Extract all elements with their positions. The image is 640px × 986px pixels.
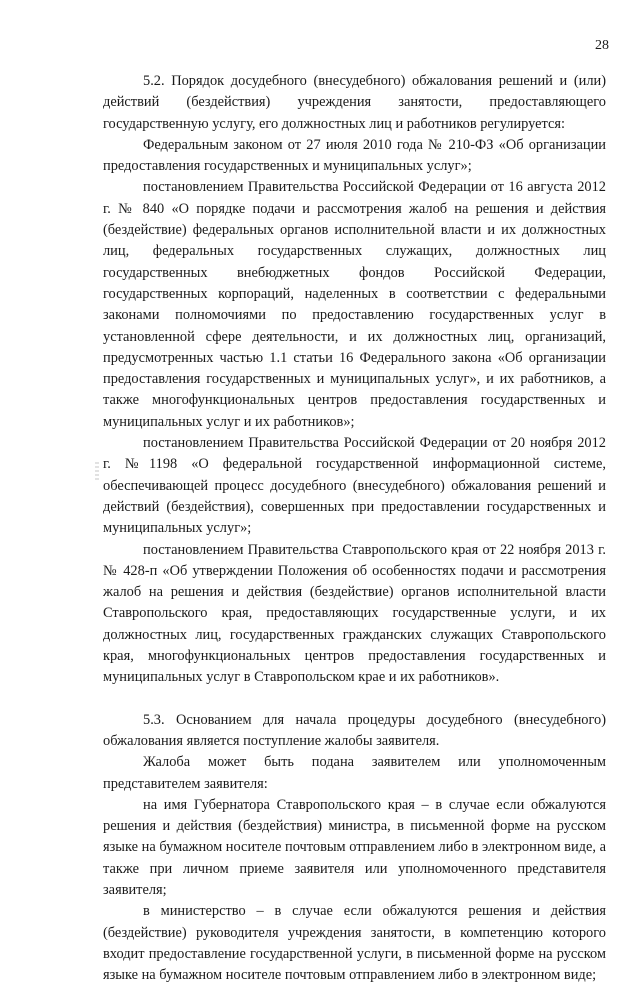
paragraph-resolution-840: постановлением Правительства Российской Федерации от 16 августа 2012 г. № 840 «О порядке подачи и рассмотрения жалоб на решения и действия (бездействие) федеральных органов исполнительной власти и их должностных лиц, федеральных государственных служащих, должностных лиц государственных внебюджетных фондов Российской Федерации, государственных корпораций, наделенных в соответствии с федеральными законами полномочиями по предоставлению государственных услуг в установленной сфере деятельности, и их должностных лиц, организаций, предусмотренных частью 1.1 статьи 16 Федерального закона «Об организации предоставления государственных и муниципальных услуг», и их работников, а также многофункциональных центров предоставления государственных и муниципальных услуг и их работников»; xyxy=(103,179,606,430)
page-number: 28 xyxy=(595,38,609,53)
paragraph-5-2: 5.2. Порядок досудебного (внесудебного) обжалования решений и (или) действий (бездействия) учреждения занятости, предоставляющего государственную услугу, его должностных лиц и работников регулируется: xyxy=(103,73,606,132)
document-body xyxy=(103,71,606,986)
paragraph-to-ministry: в министерство – в случае если обжалуются решения и действия (бездействие) руководителя учреждения занятости, в компетенцию которого входит предоставление государственной услуги, в письменной форме на русском языке на бумажном носителе почтовым отправлением либо в электронном виде; xyxy=(103,903,606,984)
paragraph-resolution-428p: постановлением Правительства Ставропольского края от 22 ноября 2013 г. № 428-п «Об утверждении Положения об особенностях подачи и рассмотрения жалоб на решения и действия (бездействие) органов исполнительной власти Ставропольского края, предоставляющих государственные услуги, и их должностных лиц, государственных гражданских служащих Ставропольского края, многофункциональных центров предоставления государственных и муниципальных услуг в Ставропольском крае и их работников». xyxy=(103,541,606,686)
paragraph-federal-law-210: Федеральным законом от 27 июля 2010 года № 210-ФЗ «Об организации предоставления государственных и муниципальных услуг»; xyxy=(103,136,606,175)
paragraph-resolution-1198: постановлением Правительства Российской Федерации от 20 ноября 2012 г. №1198 «О федеральной государственной информационной системе, обеспечивающей процесс досудебного (внесудебного) обжалования решений и действий (бездействия), совершенных при предоставлении государственных и муниципальных услуг»; xyxy=(103,435,606,537)
paragraph-complaint-submission: Жалоба может быть подана заявителем или уполномоченным представителем заявителя: xyxy=(103,754,606,792)
scan-artifact xyxy=(95,462,99,480)
paragraph-to-governor: на имя Губернатора Ставропольского края – в случае если обжалуются решения и действия (бездействия) министра, в письменной форме на русском языке на бумажном носителе почтовым отправлением либо в электронном виде, а также при личном приеме заявителя или уполномоченного представителя заявителя; xyxy=(103,796,606,898)
paragraph-5-3: 5.3. Основанием для начала процедуры досудебного (внесудебного) обжалования является поступление жалобы заявителя. xyxy=(103,711,606,749)
